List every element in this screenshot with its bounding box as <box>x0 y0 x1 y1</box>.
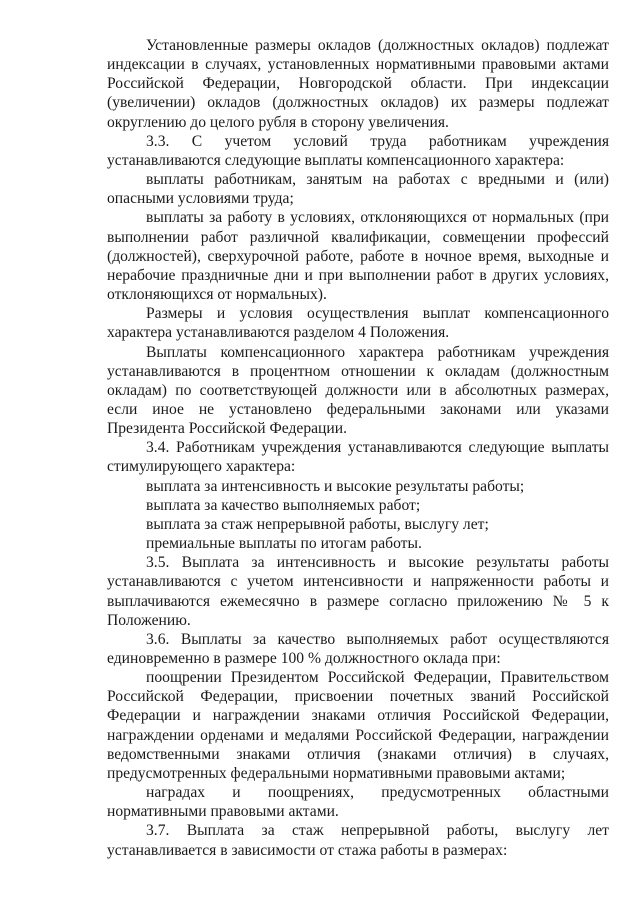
list-item-seniority: выплата за стаж непрерывной работы, выслугу лет; <box>146 515 489 533</box>
paragraph-3-7: 3.7. Выплата за стаж непрерывной работы, выслугу лет устанавливается в зависимости от стажа работы в размерах: <box>107 822 609 859</box>
paragraph-compensation-percent: Выплаты компенсационного характера работникам учреждения устанавливаются в процентном отношении к окладам (должностным окладам) по соответствующей должности или в абсолютных размерах, если иное не установлено федеральными законами или указами Президента Российской Федерации. <box>107 343 609 438</box>
paragraph-deviating-conditions: выплаты за работу в условиях, отклоняющихся от нормальных (при выполнении работ различной квалификации, совмещении профессий (должностей), сверхурочной работе, работе в ночное время, выходные и нерабочие праздничные дни и при выполнении работ в других условиях, отклоняющихся от нормальных). <box>107 209 609 304</box>
paragraph-3-6: 3.6. Выплаты за качество выполняемых работ осуществляются единовременно в размере 100 % должностного оклада при: <box>107 630 609 667</box>
paragraph-federal-awards: поощрении Президентом Российской Федерации, Правительством Российской Федерации, присвоении почетных званий Российской Федерации и награждении знаками отличия Российской Федерации, награждении орденами и медалями Российской Федерации, награждении ведомственными знаками отличия (знаками отличия) в случаях, предусмотренных федеральными нормативными правовыми актами; <box>107 669 609 782</box>
list-item-quality: выплата за качество выполняемых работ; <box>146 496 421 514</box>
paragraph-3-4-intro: 3.4. Работникам учреждения устанавливаются следующие выплаты стимулирующего характера: <box>107 439 609 476</box>
paragraph-regional-awards: наградах и поощрениях, предусмотренных областными нормативными правовыми актами. <box>107 784 609 821</box>
paragraph-harmful-conditions: выплаты работникам, занятым на работах с вредными и (или) опасными условиями труда; <box>107 171 609 208</box>
paragraph-salary-indexation: Установленные размеры окладов (должностных окладов) подлежат индексации в случаях, установленных нормативными правовыми актами Российской Федерации, Новгородской области. При индексации (увеличении) окладов (должностных окладов) их размеры подлежат округлению до целого рубля в сторону увеличения. <box>107 37 609 131</box>
list-item-intensity: выплата за интенсивность и высокие результаты работы; <box>146 477 525 495</box>
paragraph-3-5: 3.5. Выплата за интенсивность и высокие результаты работы устанавливаются с учетом интенсивности и напряженности работы и выплачиваются ежемесячно в размере согласно приложению № 5 к Положению. <box>107 554 609 629</box>
list-item-bonus: премиальные выплаты по итогам работы. <box>146 535 422 553</box>
document-page <box>107 36 609 860</box>
paragraph-compensation-sizes: Размеры и условия осуществления выплат компенсационного характера устанавливаются разделом 4 Положения. <box>107 305 609 342</box>
paragraph-3-3-intro: 3.3. С учетом условий труда работникам учреждения устанавливаются следующие выплаты компенсационного характера: <box>107 132 609 169</box>
